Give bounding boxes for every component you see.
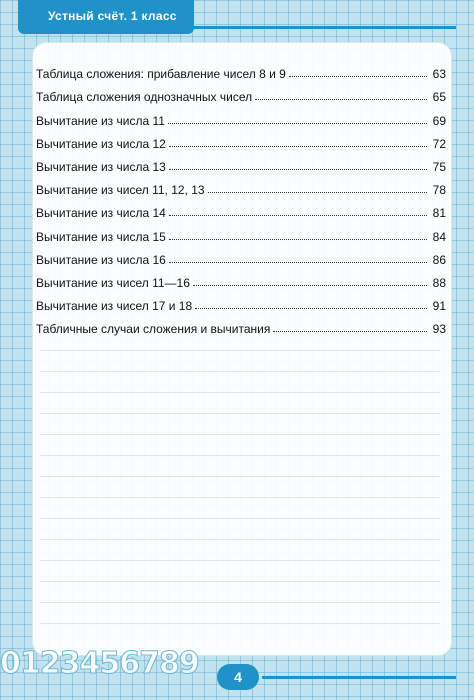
toc-entry[interactable]: [36, 128, 446, 151]
toc-entry-page: 78: [432, 183, 446, 198]
header-divider: [194, 26, 456, 29]
book-title: Устный счёт. 1 класс: [48, 9, 177, 23]
toc-entry-page: 75: [432, 159, 446, 174]
toc-entry-title: Вычитание из числа 14: [36, 206, 166, 221]
table-of-contents: [36, 58, 446, 336]
toc-entry[interactable]: [36, 220, 446, 243]
toc-entry-page: 91: [432, 299, 446, 314]
toc-leader-dots: [169, 169, 427, 170]
toc-entry-title: Вычитание из чисел 11, 12, 13: [36, 183, 205, 198]
page-number: 4: [217, 664, 259, 690]
toc-entry-title: Таблица сложения однозначных чисел: [36, 90, 253, 105]
toc-leader-dots: [169, 146, 427, 147]
toc-leader-dots: [289, 76, 427, 77]
toc-entry-page: 88: [432, 275, 446, 290]
toc-entry-title: Вычитание из чисел 17 и 18: [36, 299, 193, 314]
toc-entry-page: 86: [432, 252, 446, 267]
footer-divider: [262, 676, 456, 679]
toc-entry-title: Вычитание из числа 15: [36, 229, 166, 244]
toc-leader-dots: [208, 192, 427, 193]
toc-entry-page: 93: [432, 322, 446, 337]
toc-entry[interactable]: [36, 267, 446, 290]
toc-entry-title: Вычитание из числа 16: [36, 252, 166, 267]
toc-entry-title: Вычитание из числа 11: [36, 113, 165, 128]
toc-leader-dots: [169, 215, 427, 216]
toc-entry[interactable]: [36, 244, 446, 267]
decorative-digits: 0123456789: [0, 646, 199, 681]
toc-entry-page: 63: [432, 67, 446, 82]
bleed-through-text: [40, 330, 440, 640]
toc-entry[interactable]: [36, 151, 446, 174]
toc-entry[interactable]: [36, 81, 446, 104]
header-tab: [18, 0, 194, 34]
toc-entry-title: Таблица сложения: прибавление чисел 8 и 9: [36, 67, 286, 82]
toc-leader-dots: [193, 285, 427, 286]
toc-entry-page: 69: [432, 113, 446, 128]
toc-entry-title: Табличные случаи сложения и вычитания: [36, 322, 271, 337]
toc-entry-page: 84: [432, 229, 446, 244]
toc-leader-dots: [273, 331, 427, 332]
toc-leader-dots: [195, 308, 427, 309]
toc-entry[interactable]: [36, 58, 446, 81]
toc-entry[interactable]: [36, 313, 446, 336]
toc-entry[interactable]: [36, 104, 446, 127]
toc-entry-title: Вычитание из числа 13: [36, 159, 166, 174]
toc-leader-dots: [255, 99, 427, 100]
toc-entry-title: Вычитание из чисел 11—16: [36, 275, 190, 290]
toc-entry-page: 81: [432, 206, 446, 221]
toc-leader-dots: [169, 262, 427, 263]
toc-entry[interactable]: [36, 290, 446, 313]
toc-entry-page: 72: [432, 136, 446, 151]
toc-entry-page: 65: [432, 90, 446, 105]
toc-entry[interactable]: [36, 174, 446, 197]
toc-leader-dots: [168, 123, 427, 124]
toc-entry[interactable]: [36, 197, 446, 220]
toc-entry-title: Вычитание из числа 12: [36, 136, 166, 151]
toc-leader-dots: [169, 239, 427, 240]
